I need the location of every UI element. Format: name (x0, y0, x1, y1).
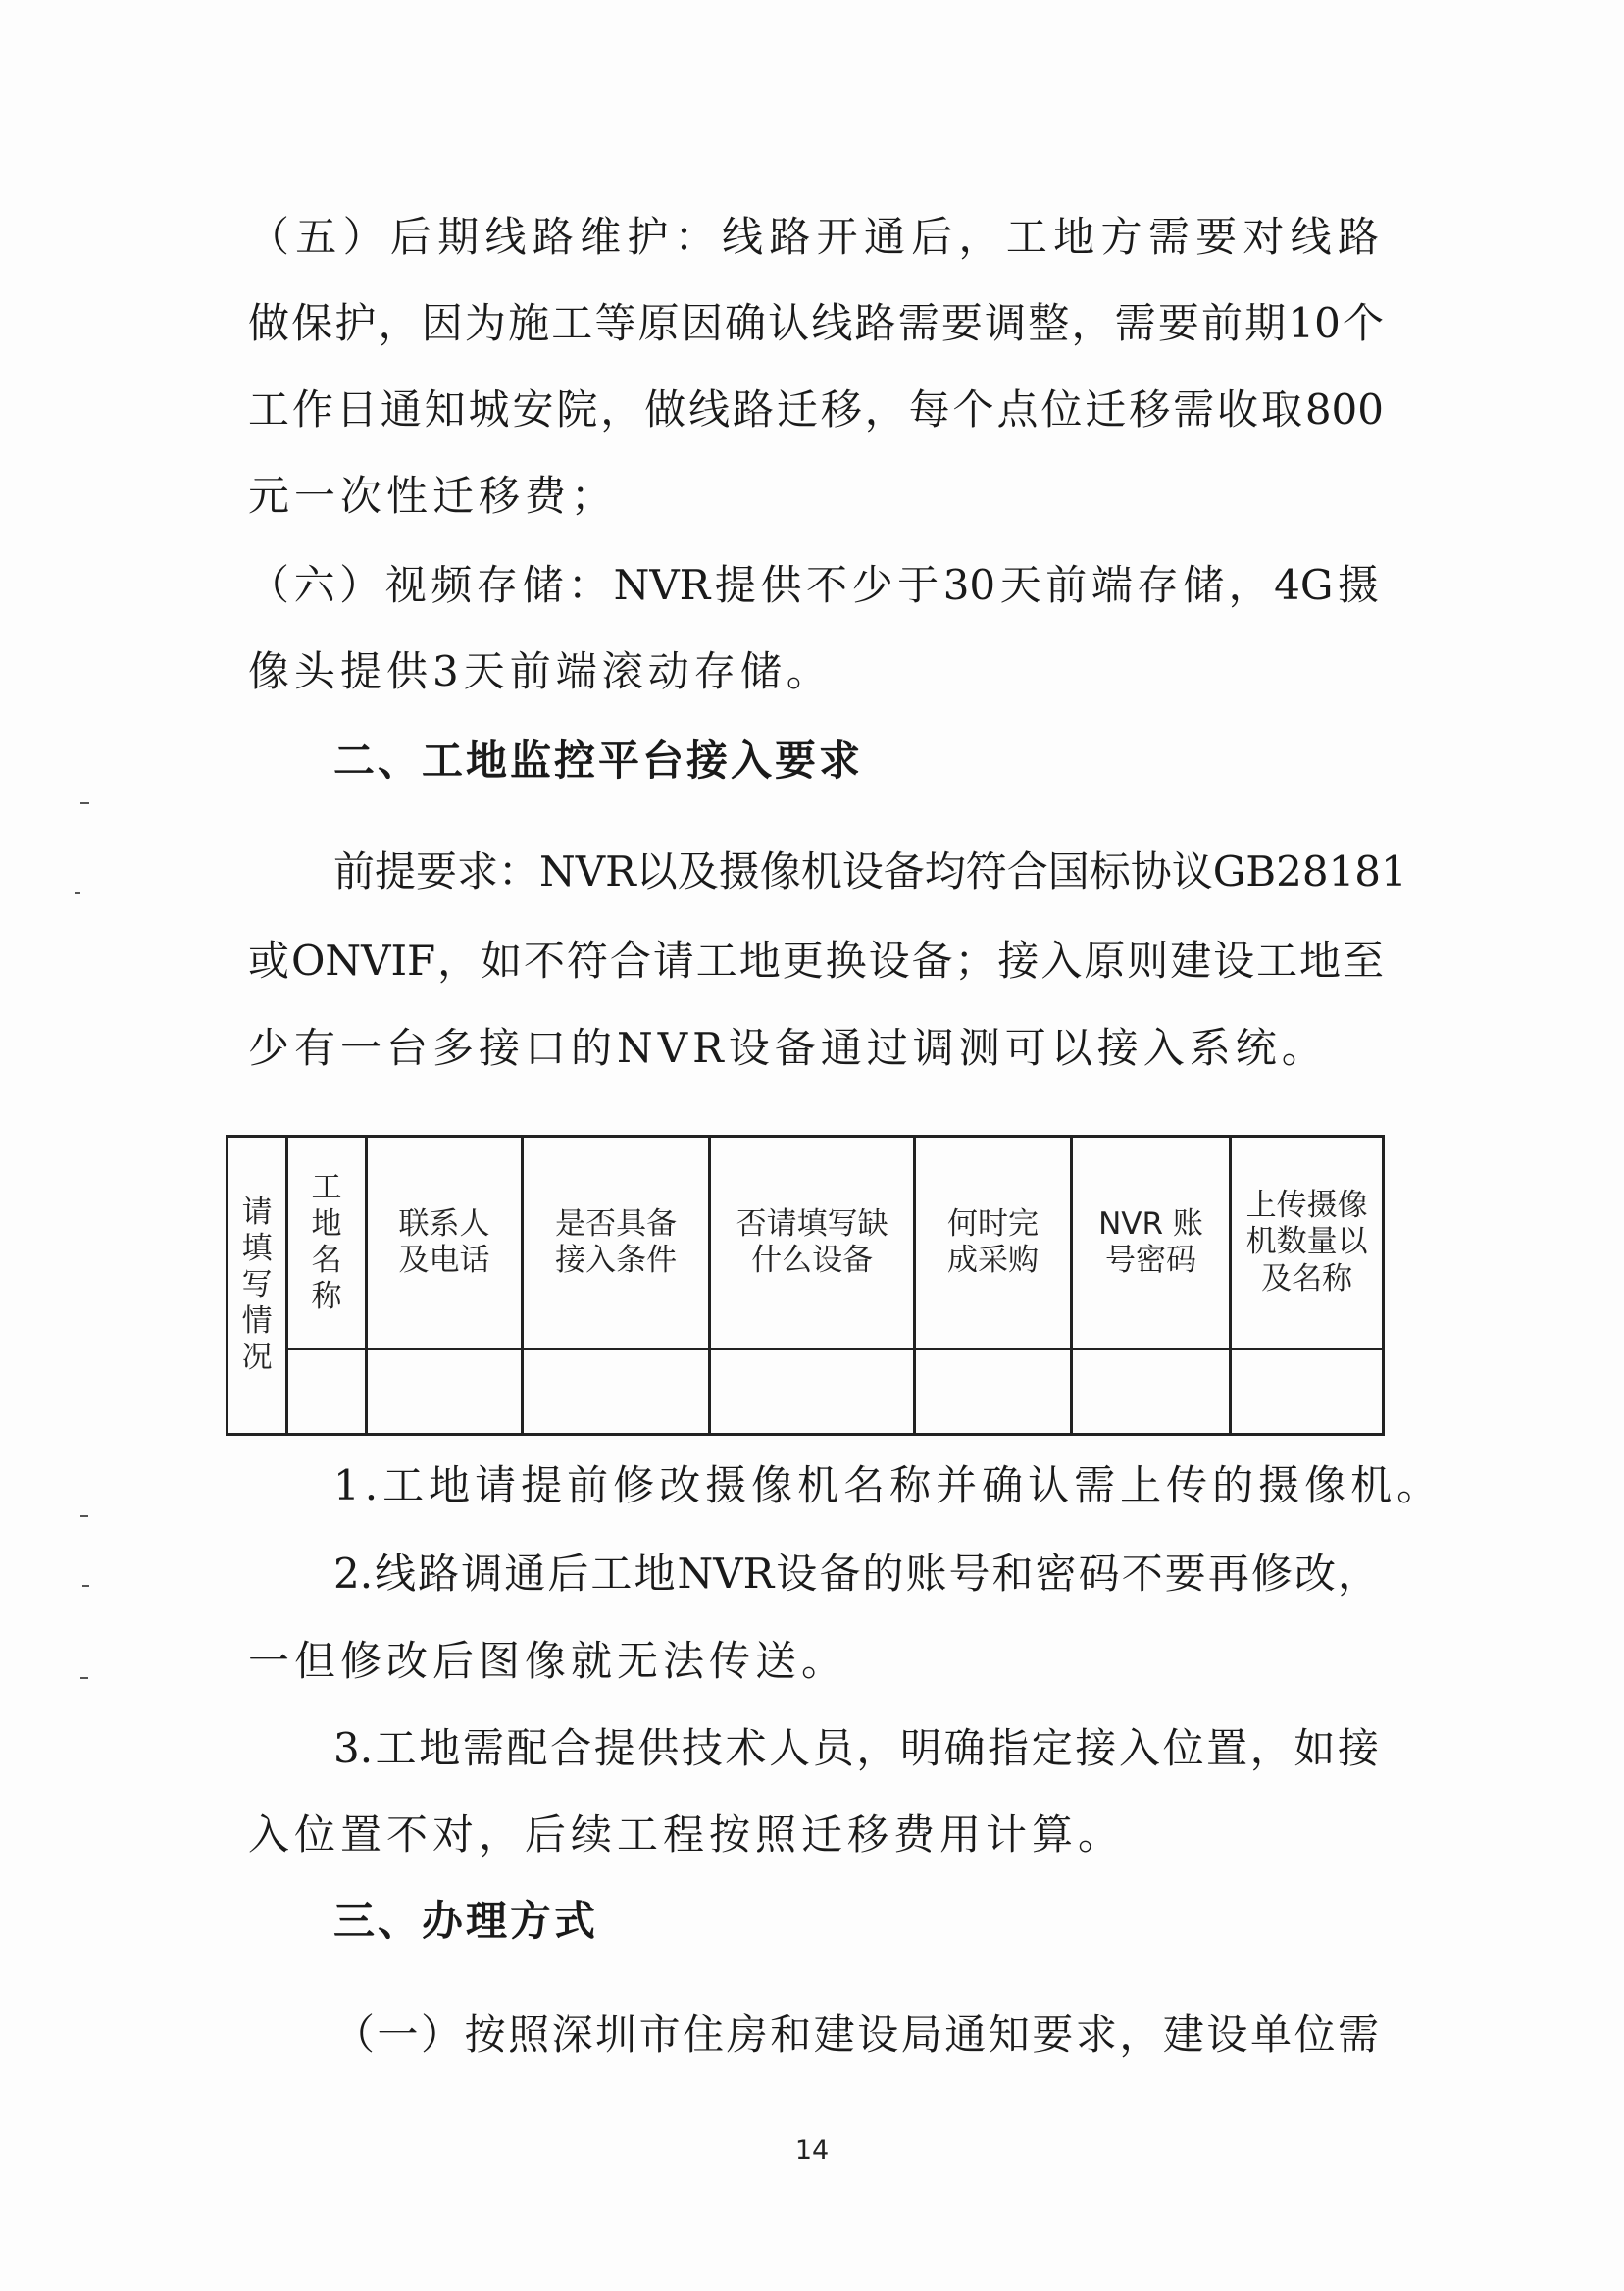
note-1: 1.工地请提前修改摄像机名称并确认需上传的摄像机。 (333, 1461, 1444, 1509)
scan-speck (75, 892, 80, 894)
blank-cell-site-name[interactable] (287, 1349, 367, 1435)
prerequisite-line-3: 少有一台多接口的NVR设备通过调测可以接入系统。 (248, 1024, 1328, 1072)
note-3-line-2: 入位置不对，后续工程按照迁移费用计算。 (248, 1810, 1125, 1858)
blank-cell-ready[interactable] (523, 1349, 710, 1435)
header-site-name: 工 地 名 称 (287, 1137, 367, 1349)
prerequisite-line-2: 或ONVIF，如不符合请工地更换设备；接入原则建设工地至 (248, 937, 1384, 985)
blank-cell-purchase-date[interactable] (915, 1349, 1072, 1435)
blank-cell-missing-equipment[interactable] (710, 1349, 915, 1435)
blank-cell-nvr-account[interactable] (1071, 1349, 1230, 1435)
paragraph-5-line-4: 元一次性迁移费； (248, 472, 618, 520)
header-contact: 联系人及电话 (366, 1137, 523, 1349)
paragraph-6-line-1: （六）视频存储：NVR提供不少于30天前端存储，4G摄 (248, 561, 1379, 609)
scan-speck (80, 1515, 88, 1517)
header-nvr-account: NVR 账号密码 (1071, 1137, 1230, 1349)
scan-speck (80, 1677, 88, 1679)
blank-cell-camera-count[interactable] (1231, 1349, 1384, 1435)
paragraph-6-line-2: 像头提供3天前端滚动存储。 (248, 647, 833, 695)
row-label-cell: 请 填 写 情 况 (228, 1137, 287, 1435)
header-missing-equipment: 否请填写缺什么设备 (710, 1137, 915, 1349)
method-paragraph-1-line-1: （一）按照深圳市住房和建设局通知要求，建设单位需 (333, 2011, 1379, 2059)
header-purchase-date: 何时完成采购 (915, 1137, 1072, 1349)
page-number: 14 (794, 2135, 830, 2165)
blank-cell-contact[interactable] (366, 1349, 523, 1435)
paragraph-5-line-3: 工作日通知城安院，做线路迁移，每个点位迁移需收取800 (248, 385, 1384, 433)
section-heading-2: 二、工地监控平台接入要求 (333, 737, 864, 785)
scan-speck (80, 802, 89, 804)
note-2-line-2: 一但修改后图像就无法传送。 (248, 1637, 848, 1685)
scan-speck (82, 1585, 89, 1587)
access-survey-table (226, 1135, 1385, 1436)
section-heading-3: 三、办理方式 (333, 1897, 599, 1945)
note-2-line-1: 2.线路调通后工地NVR设备的账号和密码不要再修改， (333, 1550, 1379, 1598)
note-3-line-1: 3.工地需配合提供技术人员，明确指定接入位置，如接 (333, 1724, 1379, 1772)
paragraph-5-line-2: 做保护，因为施工等原因确认线路需要调整，需要前期10个 (248, 299, 1384, 347)
prerequisite-line-1: 前提要求：NVR以及摄像机设备均符合国标协议GB28181 (333, 847, 1407, 895)
header-ready: 是否具备接入条件 (523, 1137, 710, 1349)
paragraph-5-line-1: （五）后期线路维护：线路开通后，工地方需要对线路 (248, 213, 1379, 261)
header-camera-count: 上传摄像机数量以及名称 (1231, 1137, 1384, 1349)
